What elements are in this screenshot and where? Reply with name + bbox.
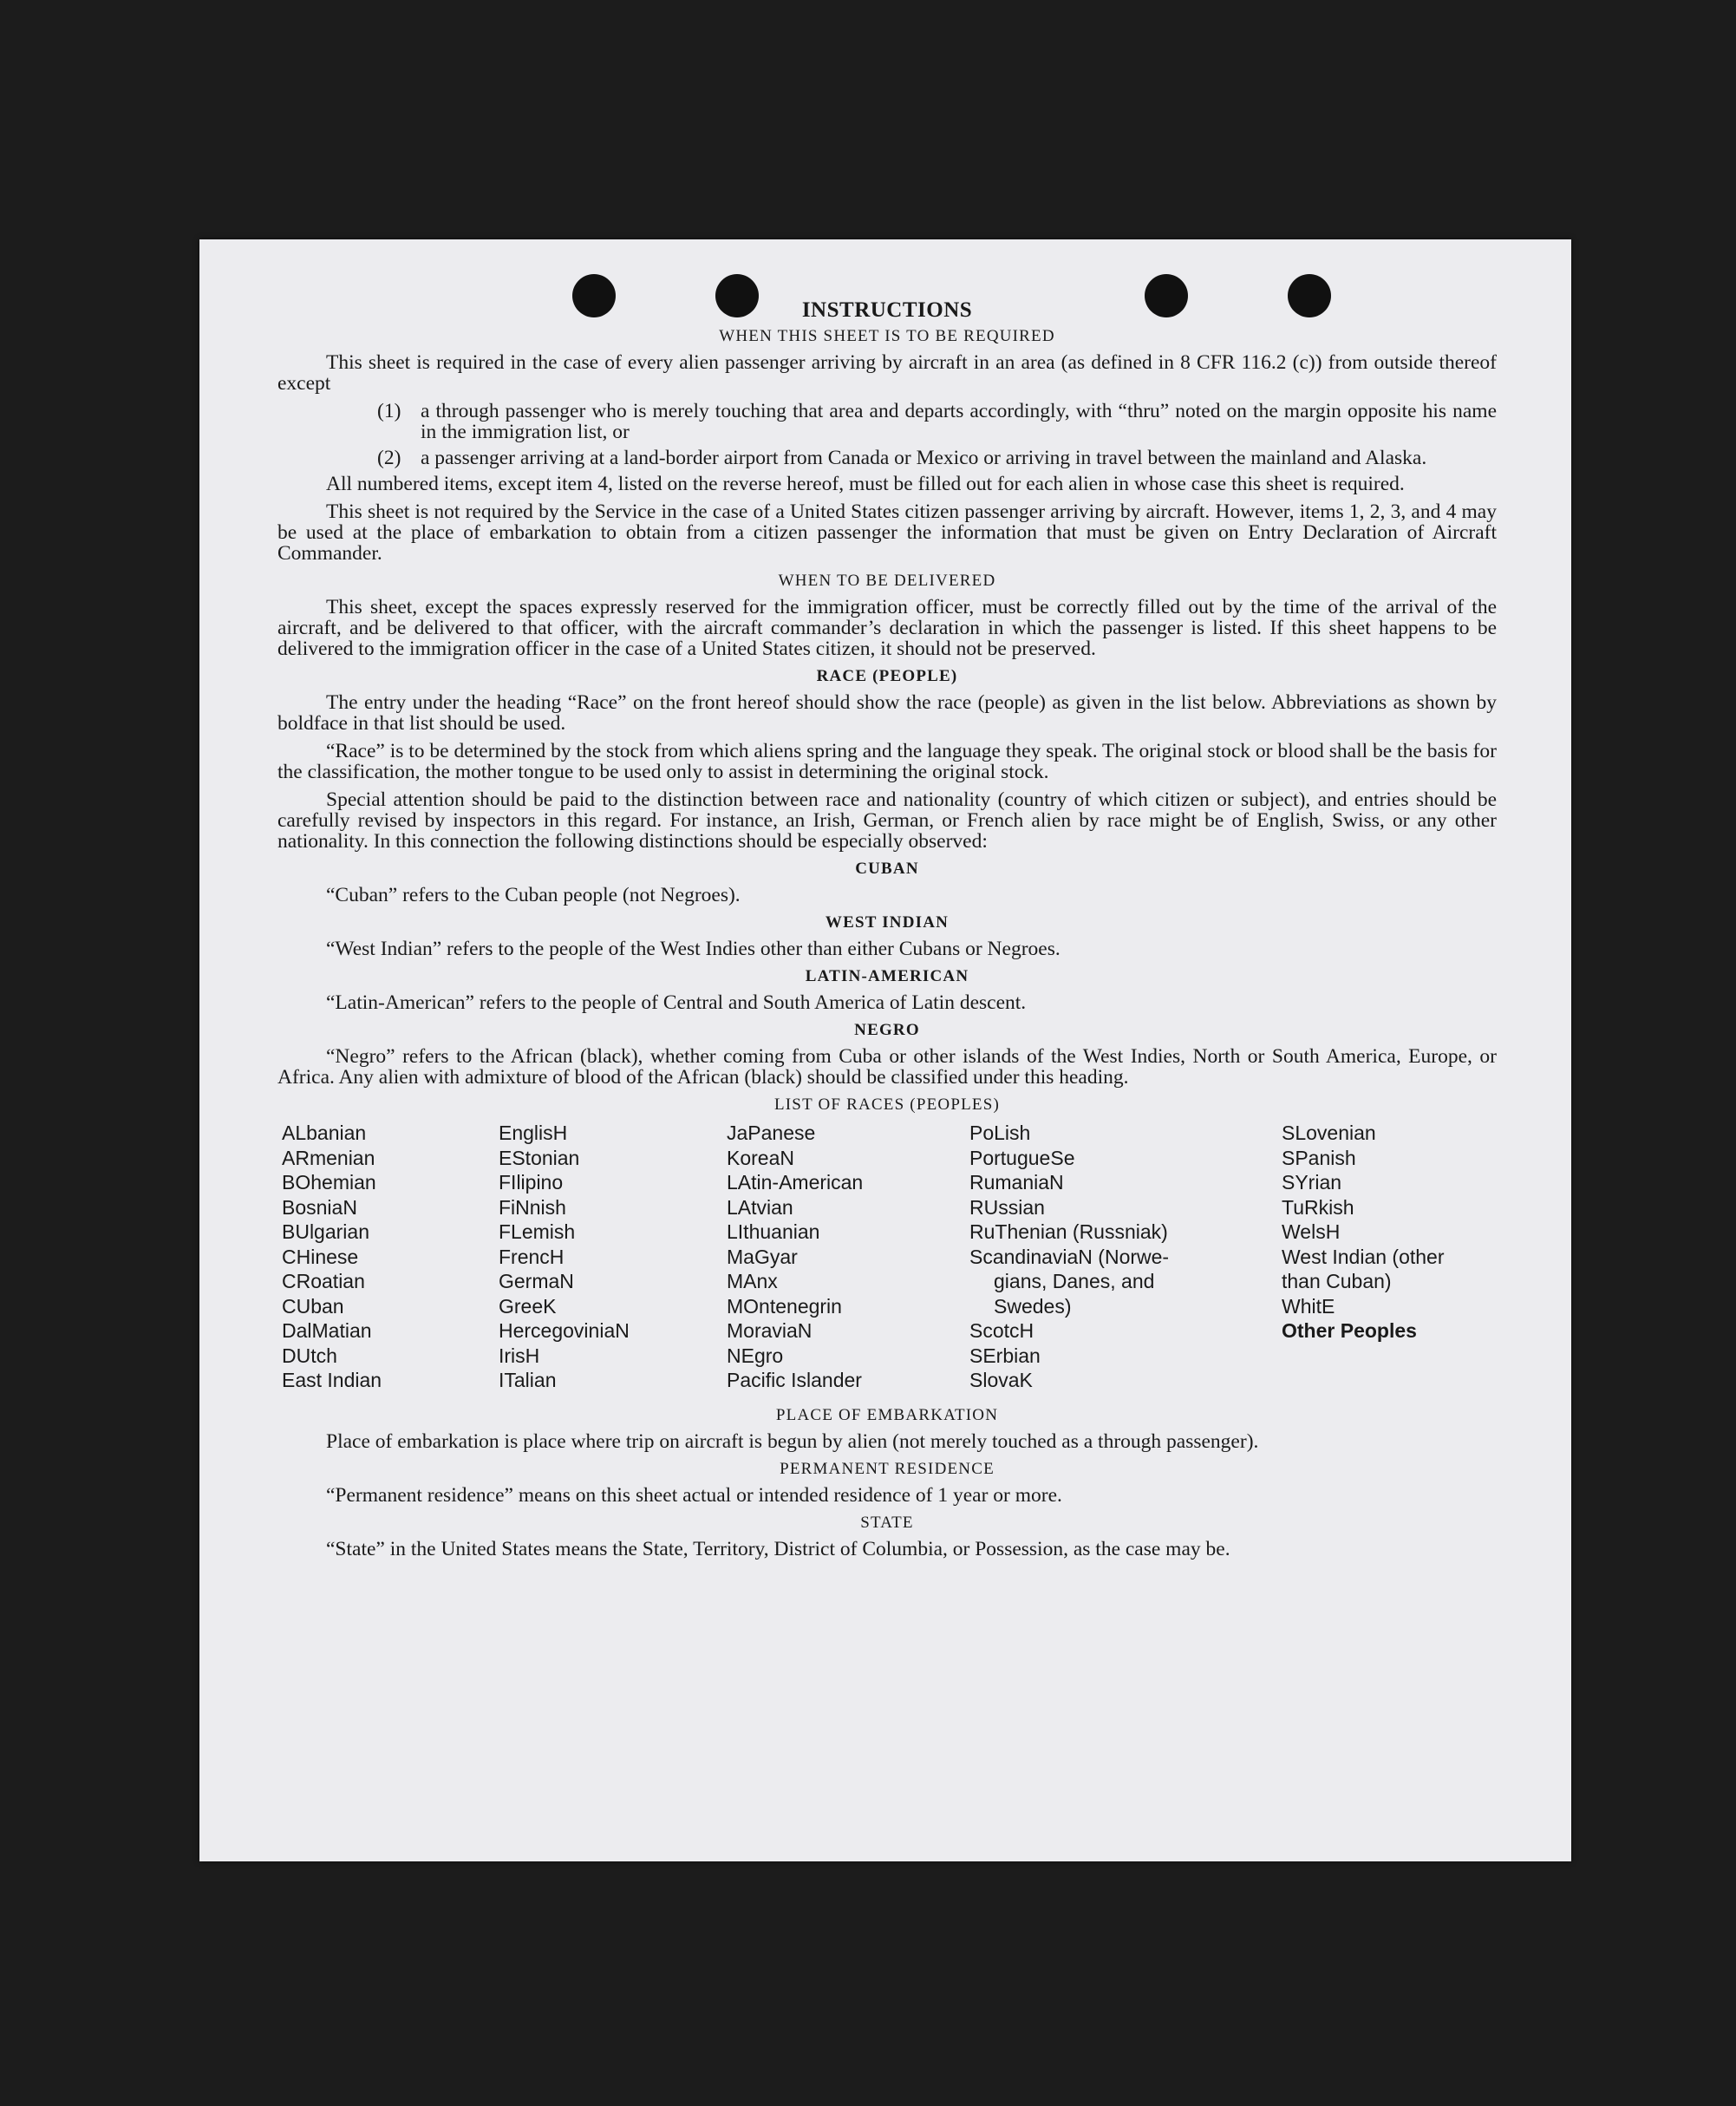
- race-item: PoLish: [969, 1122, 1031, 1144]
- race-item: PortugueSe: [969, 1146, 1075, 1169]
- race-item: EnglisH: [499, 1122, 568, 1144]
- paragraph: This sheet, except the spaces expressly reserved for the immigration officer, must be correctly filled out by the time of the arrival of the aircraft, and be delivered to that officer, with the aircraft commander’s declaration in which the passenger is listed. If this sheet happens to be delivered to the immigration officer in the case of a United States citizen, it should not be preserved.: [277, 596, 1497, 660]
- race-item: FiNnish: [499, 1195, 566, 1219]
- race-item: Swedes): [994, 1294, 1072, 1318]
- race-item: KoreaN: [727, 1146, 794, 1169]
- race-item: West Indian (other: [1282, 1245, 1445, 1268]
- race-list: [277, 1121, 1497, 1402]
- document-sheet: [199, 239, 1571, 1861]
- race-item: LIthuanian: [727, 1220, 820, 1243]
- race-item: IrisH: [499, 1344, 540, 1367]
- paragraph: “Cuban” refers to the Cuban people (not Negroes).: [326, 884, 741, 906]
- race-column: [1282, 1121, 1445, 1344]
- paragraph: Special attention should be paid to the distinction between race and nationality (country of which citizen or subject), and entries should be carefully revised by inspectors in this regard. For instance, an Irish, German, or French alien by race might be of English, Swiss, or any other nationality. In this connection the following distinctions should be especially observed:: [277, 788, 1497, 853]
- race-item: Pacific Islander: [727, 1369, 862, 1391]
- section-heading: PERMANENT RESIDENCE: [780, 1460, 995, 1478]
- paragraph: “State” in the United States means the State, Territory, District of Columbia, or Possession, as the case may be.: [326, 1538, 1230, 1560]
- paragraph: Place of embarkation is place where trip on aircraft is begun by alien (not merely touched as a through passenger).: [326, 1430, 1259, 1453]
- race-item: LAtin-American: [727, 1171, 864, 1194]
- race-item: GermaN: [499, 1270, 574, 1292]
- paragraph: “West Indian” refers to the people of the West Indies other than either Cubans or Negroes.: [326, 938, 1061, 960]
- list-item: [277, 448, 1497, 468]
- race-item: CUban: [282, 1294, 344, 1318]
- race-item: WelsH: [1282, 1220, 1341, 1243]
- race-column: [727, 1121, 863, 1393]
- race-item: JaPanese: [727, 1122, 816, 1144]
- race-item: NEgro: [727, 1344, 784, 1367]
- race-item: WhitE: [1282, 1294, 1335, 1318]
- race-item: TuRkish: [1282, 1195, 1354, 1219]
- item-text: a passenger arriving at a land-border airport from Canada or Mexico or arriving in travel between the mainland and Alaska.: [421, 447, 1427, 469]
- race-item: FIlipino: [499, 1171, 564, 1194]
- race-item: ScotcH: [969, 1319, 1034, 1342]
- section-heading: LATIN-AMERICAN: [805, 967, 969, 985]
- race-column: [969, 1121, 1169, 1393]
- race-item: East Indian: [282, 1369, 382, 1391]
- race-item: SYrian: [1282, 1171, 1342, 1194]
- paragraph: All numbered items, except item 4, listed on the reverse hereof, must be filled out for each alien in whose case this sheet is required.: [326, 473, 1405, 495]
- race-item: RUssian: [969, 1195, 1045, 1219]
- section-heading: PLACE OF EMBARKATION: [775, 1406, 999, 1424]
- race-item: FLemish: [499, 1220, 576, 1243]
- section-heading: CUBAN: [855, 860, 919, 878]
- race-item: DalMatian: [282, 1319, 372, 1342]
- race-item: than Cuban): [1282, 1270, 1392, 1292]
- race-item: DUtch: [282, 1344, 337, 1367]
- race-item: GreeK: [499, 1294, 557, 1318]
- paragraph: “Permanent residence” means on this sheet actual or intended residence of 1 year or more.: [326, 1484, 1062, 1507]
- race-item: MAnx: [727, 1270, 778, 1292]
- paragraph: “Race” is to be determined by the stock from which aliens spring and the language they speak. The original stock or blood shall be the basis for the classification, the mother tongue to be used only to assist in determining the original stock.: [277, 740, 1497, 783]
- race-item: MOntenegrin: [727, 1294, 842, 1318]
- race-item: SLovenian: [1282, 1122, 1376, 1144]
- item-number: (2): [377, 447, 401, 469]
- race-item: CHinese: [282, 1245, 359, 1268]
- section-heading: WHEN THIS SHEET IS TO BE REQUIRED: [719, 327, 1055, 345]
- race-item: LAtvian: [727, 1195, 793, 1219]
- race-item: MoraviaN: [727, 1319, 813, 1342]
- list-item: [277, 401, 1497, 442]
- race-item: BUlgarian: [282, 1220, 369, 1243]
- paragraph: This sheet is required in the case of every alien passenger arriving by aircraft in an area (as defined in 8 CFR 116.2 (c)) from outside thereof except: [277, 351, 1497, 395]
- race-item: SlovaK: [969, 1369, 1033, 1391]
- page-title: INSTRUCTIONS: [801, 298, 973, 322]
- race-item: BOhemian: [282, 1171, 376, 1194]
- section-heading: RACE (PEOPLE): [816, 667, 958, 685]
- section-heading: STATE: [860, 1514, 914, 1532]
- race-item: ALbanian: [282, 1122, 367, 1144]
- race-item: ScandinaviaN (Norwe-: [969, 1245, 1170, 1268]
- section-heading: NEGRO: [854, 1021, 920, 1039]
- paragraph: This sheet is not required by the Service in the case of a United States citizen passenger arriving by aircraft. However, items 1, 2, 3, and 4 may be used at the place of embarkation to obtain from a citizen passenger the information that must be given on Entry Declaration of Aircraft Commander.: [277, 500, 1497, 565]
- paragraph: “Negro” refers to the African (black), whether coming from Cuba or other islands of the West Indies, North or South America, Europe, or Africa. Any alien with admixture of blood of the African (black) should be classified under this heading.: [277, 1045, 1497, 1089]
- race-item: ITalian: [499, 1369, 557, 1391]
- race-item: EStonian: [499, 1146, 580, 1169]
- paragraph: The entry under the heading “Race” on the front hereof should show the race (people) as given in the list below. Abbreviations as shown by boldface in that list should be used.: [277, 691, 1497, 735]
- section-heading: WEST INDIAN: [825, 913, 950, 932]
- paragraph: “Latin-American” refers to the people of Central and South America of Latin descent.: [326, 991, 1027, 1014]
- section-heading: WHEN TO BE DELIVERED: [778, 572, 996, 590]
- race-column: [499, 1121, 630, 1393]
- race-item: Other Peoples: [1282, 1319, 1417, 1342]
- race-item: gians, Danes, and: [994, 1270, 1155, 1292]
- section-heading: LIST OF RACES (PEOPLES): [773, 1096, 1001, 1114]
- item-text: a through passenger who is merely touching that area and departs accordingly, with “thru” noted on the margin opposite his name in the immigration list, or: [421, 400, 1497, 443]
- race-item: HercegoviniaN: [499, 1319, 630, 1342]
- race-item: MaGyar: [727, 1245, 798, 1268]
- race-item: RuThenian (Russniak): [969, 1220, 1168, 1243]
- race-item: BosniaN: [282, 1195, 357, 1219]
- race-item: RumaniaN: [969, 1171, 1064, 1194]
- race-column: [282, 1121, 382, 1393]
- race-item: FrencH: [499, 1245, 565, 1268]
- instructions-content: [277, 300, 1497, 1566]
- race-item: SPanish: [1282, 1146, 1356, 1169]
- race-item: SErbian: [969, 1344, 1041, 1367]
- race-item: ARmenian: [282, 1146, 375, 1169]
- item-number: (1): [377, 400, 401, 422]
- race-item: CRoatian: [282, 1270, 365, 1292]
